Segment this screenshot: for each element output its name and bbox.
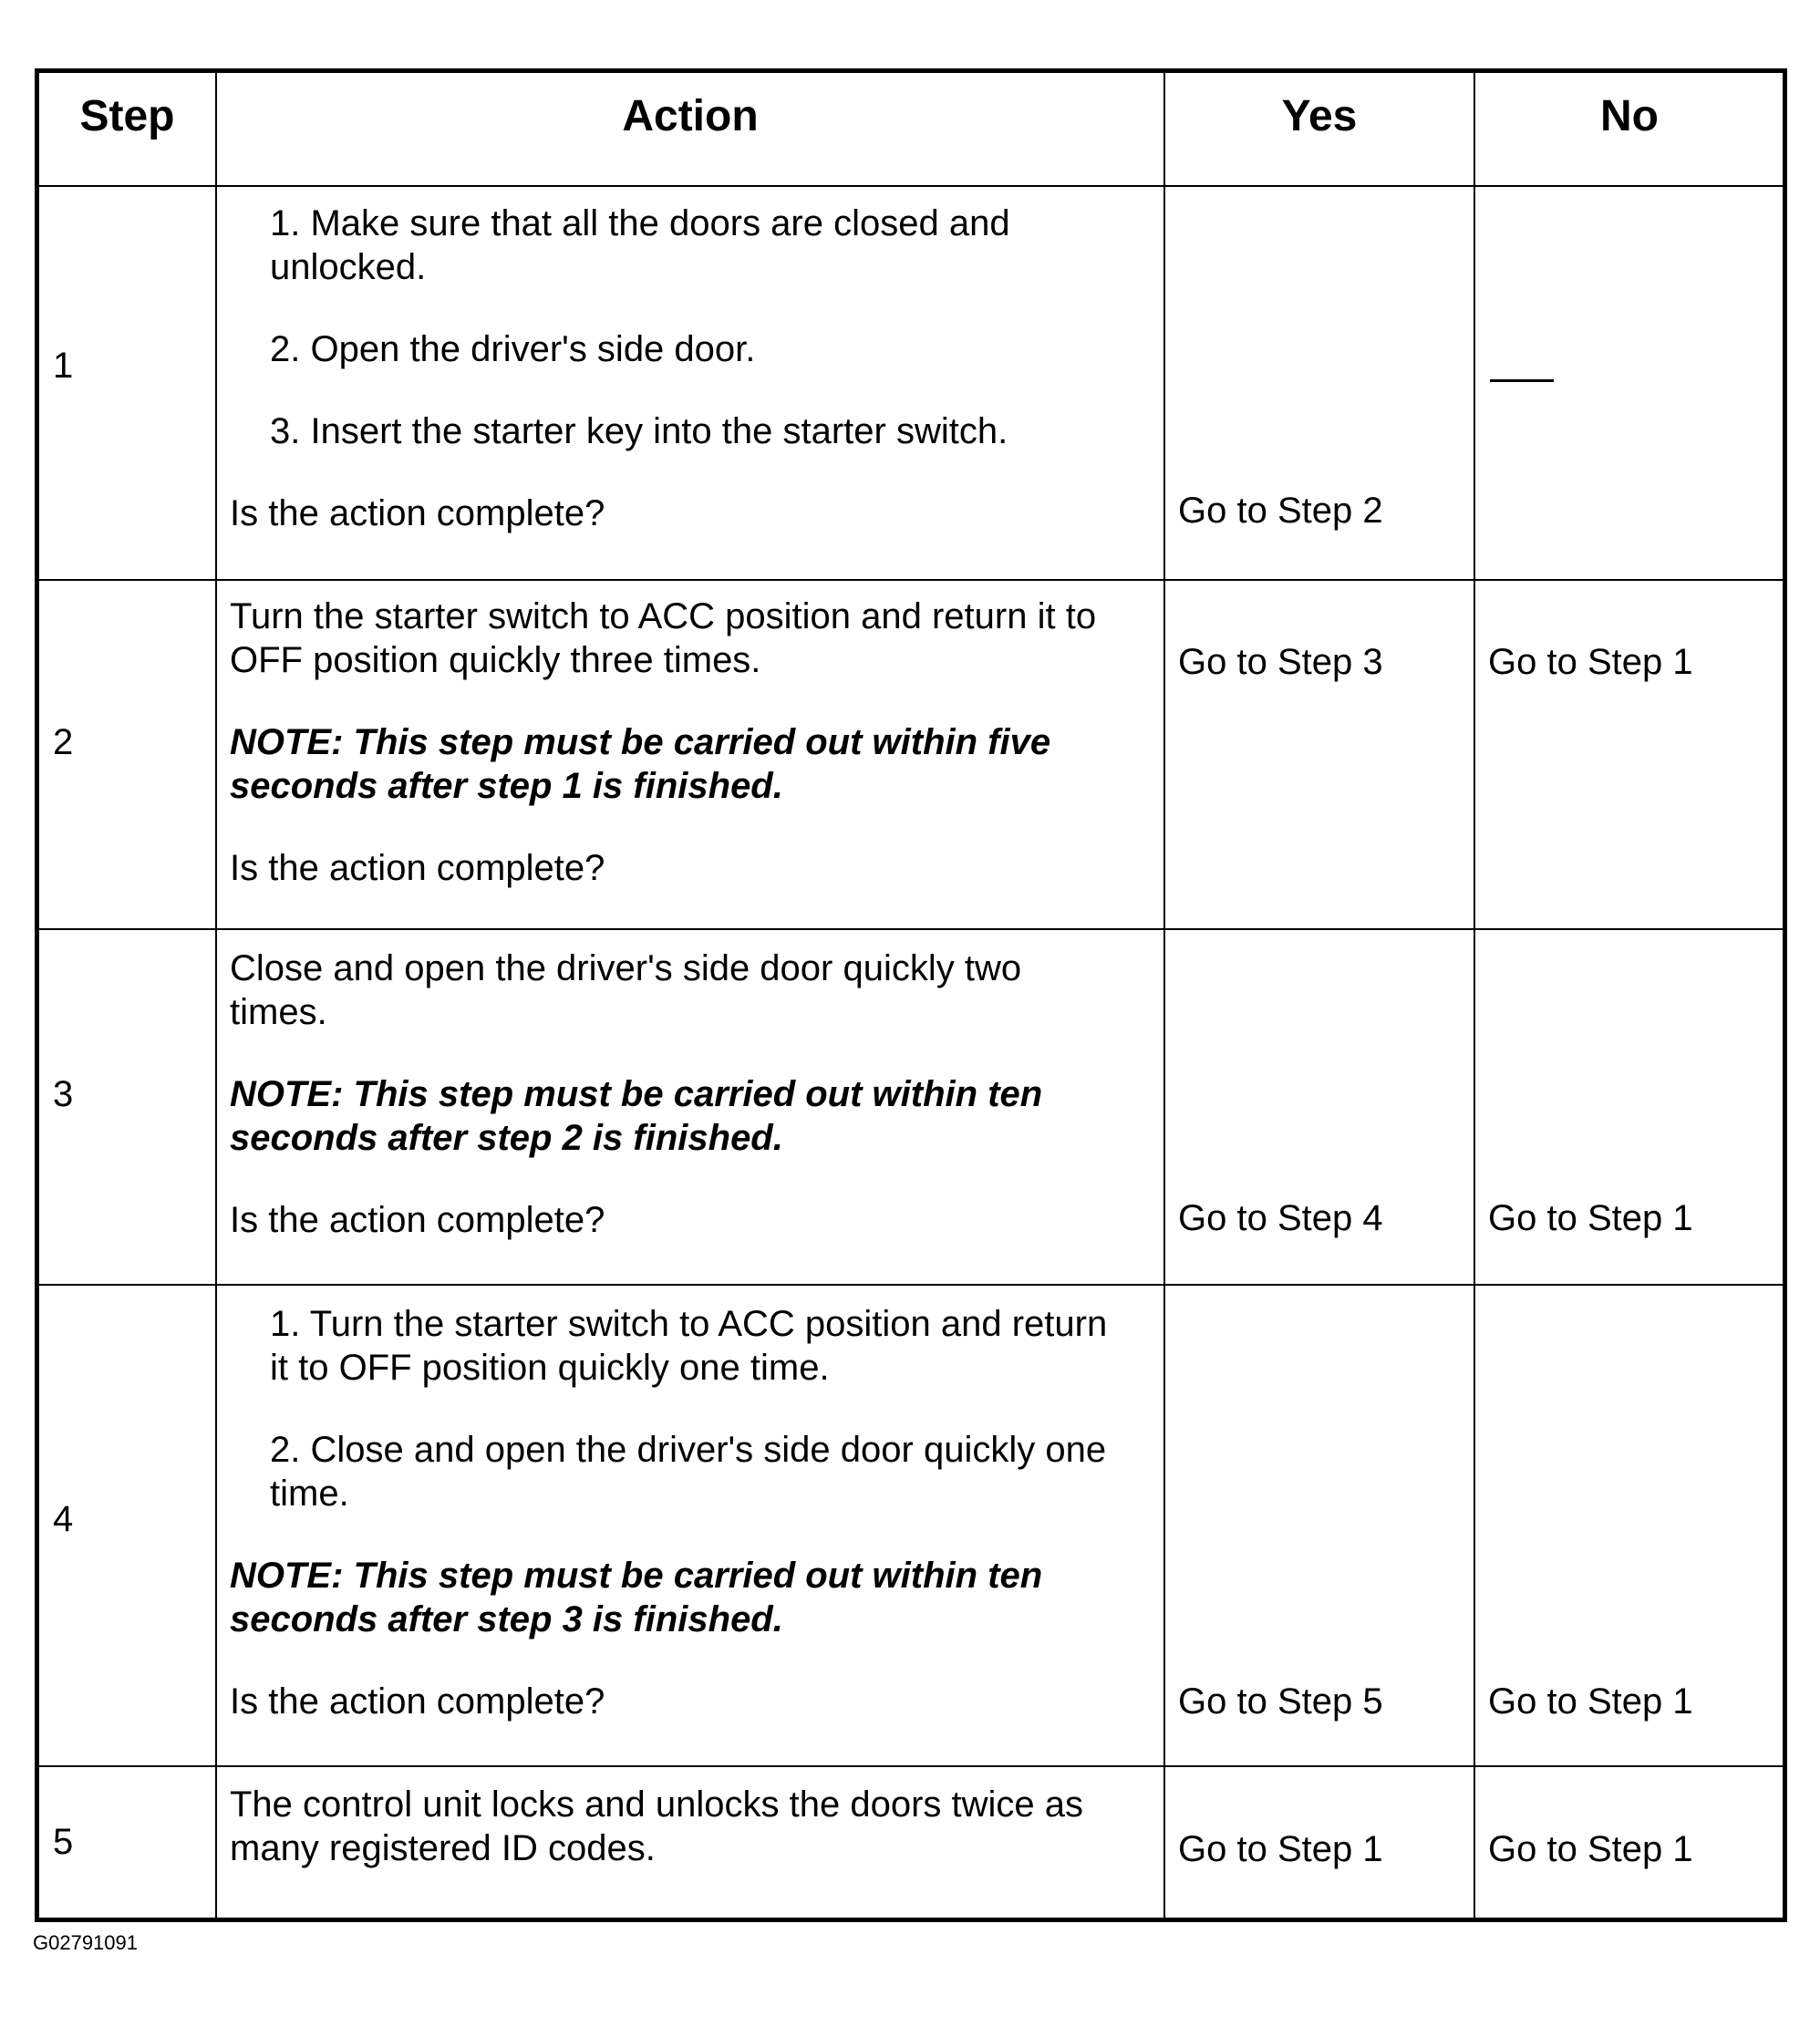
header-yes: Yes [1281,92,1358,140]
action-question: Is the action complete? [230,1200,605,1240]
header-action: Action [622,92,759,140]
no-cell: Go to Step 1 [1488,642,1693,682]
step-number: 2 [53,722,74,762]
action-question: Is the action complete? [230,493,605,533]
action-item: 1. Turn the starter switch to ACC position and return [270,1304,1108,1344]
column-divider [215,73,217,1918]
step-number: 5 [53,1822,74,1862]
action-note: NOTE: This step must be carried out within ten [230,1556,1043,1596]
yes-cell: Go to Step 2 [1178,491,1383,531]
action-question: Is the action complete? [230,848,605,888]
header-no: No [1600,92,1659,140]
action-text: times. [230,992,327,1032]
action-note: seconds after step 1 is finished. [230,766,783,806]
action-note: seconds after step 2 is finished. [230,1118,783,1158]
no-dash [1490,379,1554,382]
action-item: time. [270,1474,349,1514]
action-cell [230,595,1151,890]
yes-cell: Go to Step 4 [1178,1198,1383,1238]
action-text: Close and open the driver's side door quickly two [230,948,1022,988]
row-divider [39,185,1783,187]
column-divider [1163,73,1165,1918]
figure-id: G02791091 [33,1931,138,1954]
action-text: OFF position quickly three times. [230,640,761,680]
action-cell [230,946,1151,1242]
action-cell [230,1783,1151,1870]
action-text: many registered ID codes. [230,1828,656,1868]
step-number: 3 [53,1074,74,1114]
action-item: 3. Insert the starter key into the starter switch. [270,411,1008,451]
action-cell [230,1302,1151,1723]
action-item: 2. Open the driver's side door. [270,329,756,369]
row-divider [39,579,1783,581]
no-cell: Go to Step 1 [1488,1198,1693,1238]
step-number: 4 [53,1499,74,1539]
column-divider [1474,73,1475,1918]
yes-cell: Go to Step 5 [1178,1681,1383,1722]
action-text: Turn the starter switch to ACC position and return it to [230,596,1097,636]
no-cell: Go to Step 1 [1488,1681,1693,1722]
action-item: 2. Close and open the driver's side door quickly one [270,1430,1107,1470]
action-note: NOTE: This step must be carried out within five [230,722,1051,762]
action-text: The control unit locks and unlocks the doors twice as [230,1784,1084,1825]
yes-cell: Go to Step 3 [1178,642,1383,682]
row-divider [39,1284,1783,1286]
action-cell [230,202,1151,535]
action-item: 1. Make sure that all the doors are closed and [270,203,1010,243]
troubleshooting-table [35,68,1787,1922]
action-item: it to OFF position quickly one time. [270,1348,830,1388]
action-note: seconds after step 3 is finished. [230,1599,783,1639]
row-divider [39,928,1783,930]
action-question: Is the action complete? [230,1681,605,1722]
action-item: unlocked. [270,247,427,287]
row-divider [39,1765,1783,1767]
header-step: Step [79,92,175,140]
no-cell: Go to Step 1 [1488,1829,1693,1869]
action-note: NOTE: This step must be carried out within ten [230,1074,1043,1114]
yes-cell: Go to Step 1 [1178,1829,1383,1869]
step-number: 1 [53,346,74,386]
